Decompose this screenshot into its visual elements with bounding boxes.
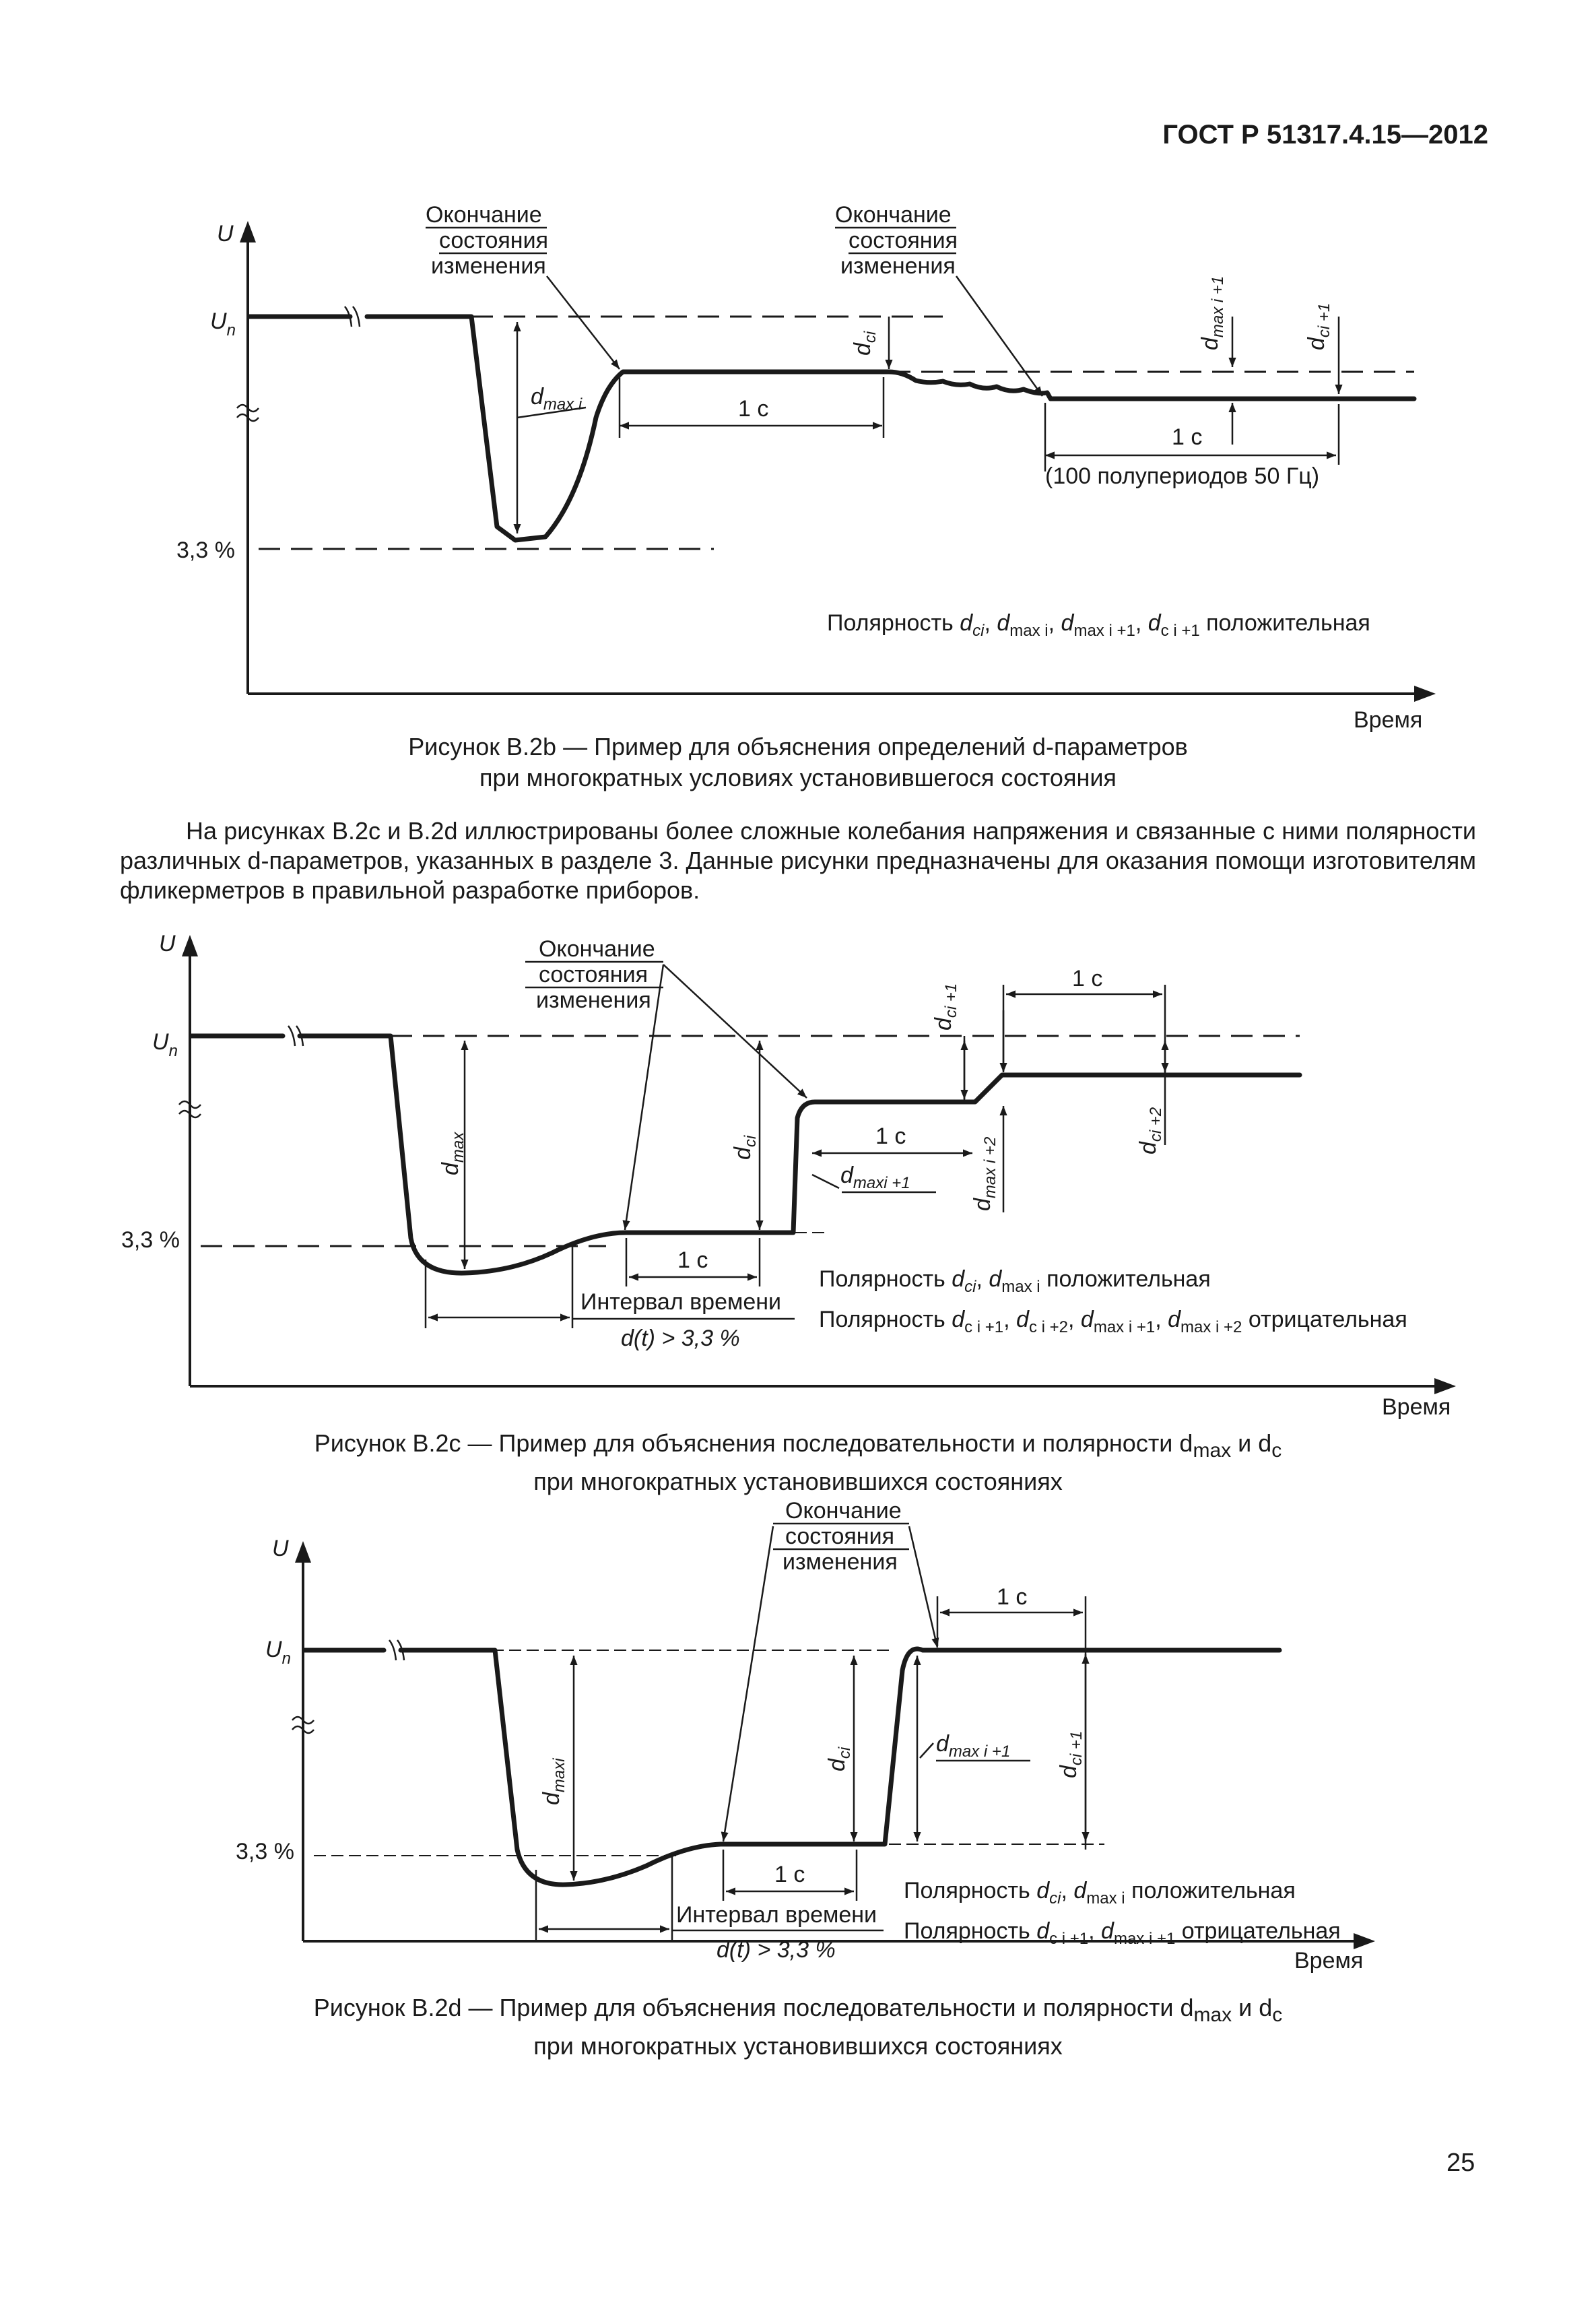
svg-text:dci +1: $d_{ci +1}$	[1056, 1730, 1086, 1778]
y-axis-label: U	[217, 221, 234, 247]
svg-text:Un: $U_n$	[152, 1029, 178, 1060]
figure-b2d	[0, 1489, 1596, 2000]
svg-text:1 с: 1 с	[1072, 966, 1103, 991]
svg-text:dmax i +1: $d_{max i +1}$	[936, 1731, 1011, 1761]
body-paragraph: На рисунках B.2c и B.2d иллюстрированы более сложные колебания напряжения и связанные с ними полярности различных d-параметров, указанных в разделе 3. Данные рисунки предназначены для оказания помощи изготовителям фликерметров в правильной разработке приборов.	[120, 817, 1476, 904]
svg-text:d(t) > 3,3 %: d(t) > 3,3 %	[717, 1937, 836, 1963]
svg-text:3,3 %: 3,3 %	[236, 1839, 294, 1864]
svg-text:Интервал времени: Интервал времени	[580, 1289, 782, 1315]
svg-text:Окончаниесостоянияизменения: Окончание состояния изменения	[426, 202, 548, 279]
svg-text:1 с: 1 с	[997, 1584, 1028, 1610]
svg-text:dci: $d_{ci}$	[850, 331, 879, 356]
figure-b2c-caption: Рисунок B.2c — Пример для объяснения последовательности и полярности $d_{max}$ и $d_c$ при многократных установившихся состояниях	[314, 1429, 1282, 1496]
svg-text:Окончаниесостоянияизменения: Окончание состояния изменения	[536, 936, 655, 1013]
svg-text:Время: Время	[1294, 1948, 1364, 1974]
figure-b2d-caption: Рисунок B.2d — Пример для объяснения последовательности и полярности $d_{max}$ и $d_c$ при многократных установившихся состояниях	[313, 1994, 1283, 2060]
svg-text:dci: $d_{ci}$	[824, 1747, 854, 1771]
signal-curve	[249, 317, 1414, 540]
signal-curve	[304, 1649, 1279, 1885]
polarity-note: Полярность $d_{ci}$, $d_{max i}$, $d_{max i +1}$, $d_{c i +1}$ положительная	[827, 610, 1370, 640]
pct-label: 3,3 %	[176, 537, 235, 563]
svg-text:dci +2: $d_{ci +2}$	[1135, 1107, 1165, 1154]
document-header: ГОСТ Р 51317.4.15—2012	[1162, 120, 1488, 150]
svg-text:dmaxi +1: $d_{maxi +1}$	[840, 1163, 910, 1192]
un-label: $U_n$	[210, 308, 236, 339]
svg-text:dmax i +1: $d_{max i +1}$	[1197, 275, 1227, 350]
svg-text:dmaxi: $d_{maxi}$	[539, 1758, 568, 1805]
svg-text:(100 полупериодов 50 Гц): (100 полупериодов 50 Гц)	[1045, 463, 1320, 489]
svg-text:1 с: 1 с	[1172, 424, 1203, 450]
svg-text:Окончаниесостоянияизменения: Окончание состояния изменения	[835, 202, 958, 279]
svg-text:dci +1: $d_{ci +1}$	[931, 983, 960, 1031]
svg-text:1 с: 1 с	[774, 1862, 805, 1887]
figure-b2c	[0, 916, 1596, 1455]
svg-text:Время: Время	[1382, 1394, 1451, 1420]
page-number: 25	[1447, 2149, 1475, 2177]
svg-text:dci: $d_{ci}$	[730, 1135, 760, 1160]
x-axis-label: Время	[1354, 707, 1423, 733]
svg-text:dmax i: $d_{max i}$	[531, 384, 583, 414]
svg-text:Полярность dc i +1, dmax i +1: Полярность $d_{c i +1}$, $d_{max i +1}$ отрицательная	[904, 1918, 1341, 1948]
svg-text:Окончаниесостоянияизменения: Окончание состояния изменения	[783, 1498, 902, 1575]
svg-text:1 с: 1 с	[875, 1123, 906, 1149]
svg-text:1 с: 1 с	[738, 396, 769, 422]
figure-b2b	[0, 202, 1596, 741]
svg-text:Un: $U_n$	[265, 1637, 291, 1668]
svg-text:d(t) > 3,3 %: d(t) > 3,3 %	[621, 1326, 740, 1351]
svg-text:U: U	[159, 931, 176, 956]
svg-text:Полярность dc i +1, dc i +2, d: Полярность $d_{c i +1}$, $d_{c i +2}$, $d_{max i +1}$, $d_{max i +2}$ отрицательная	[819, 1307, 1407, 1336]
svg-text:Интервал времени: Интервал времени	[676, 1902, 877, 1928]
svg-text:dmax: $d_{max}$	[438, 1132, 467, 1175]
svg-text:3,3 %: 3,3 %	[121, 1227, 180, 1253]
svg-text:dci +1: $d_{ci +1}$	[1304, 302, 1333, 350]
svg-text:Полярность dci, dmax i положи: Полярность $d_{ci}$, $d_{max i}$ положительная	[904, 1878, 1296, 1908]
svg-text:dmax i +2: $d_{max i +2}$	[970, 1136, 999, 1211]
figure-b2b-caption: Рисунок B.2b — Пример для объяснения определений d-параметров при многократных условиях установившегося состояния	[408, 733, 1188, 791]
svg-text:Полярность dci, dmax i положи: Полярность $d_{ci}$, $d_{max i}$ положительная	[819, 1266, 1211, 1296]
svg-text:U: U	[272, 1536, 289, 1561]
svg-text:1 с: 1 с	[677, 1247, 708, 1273]
